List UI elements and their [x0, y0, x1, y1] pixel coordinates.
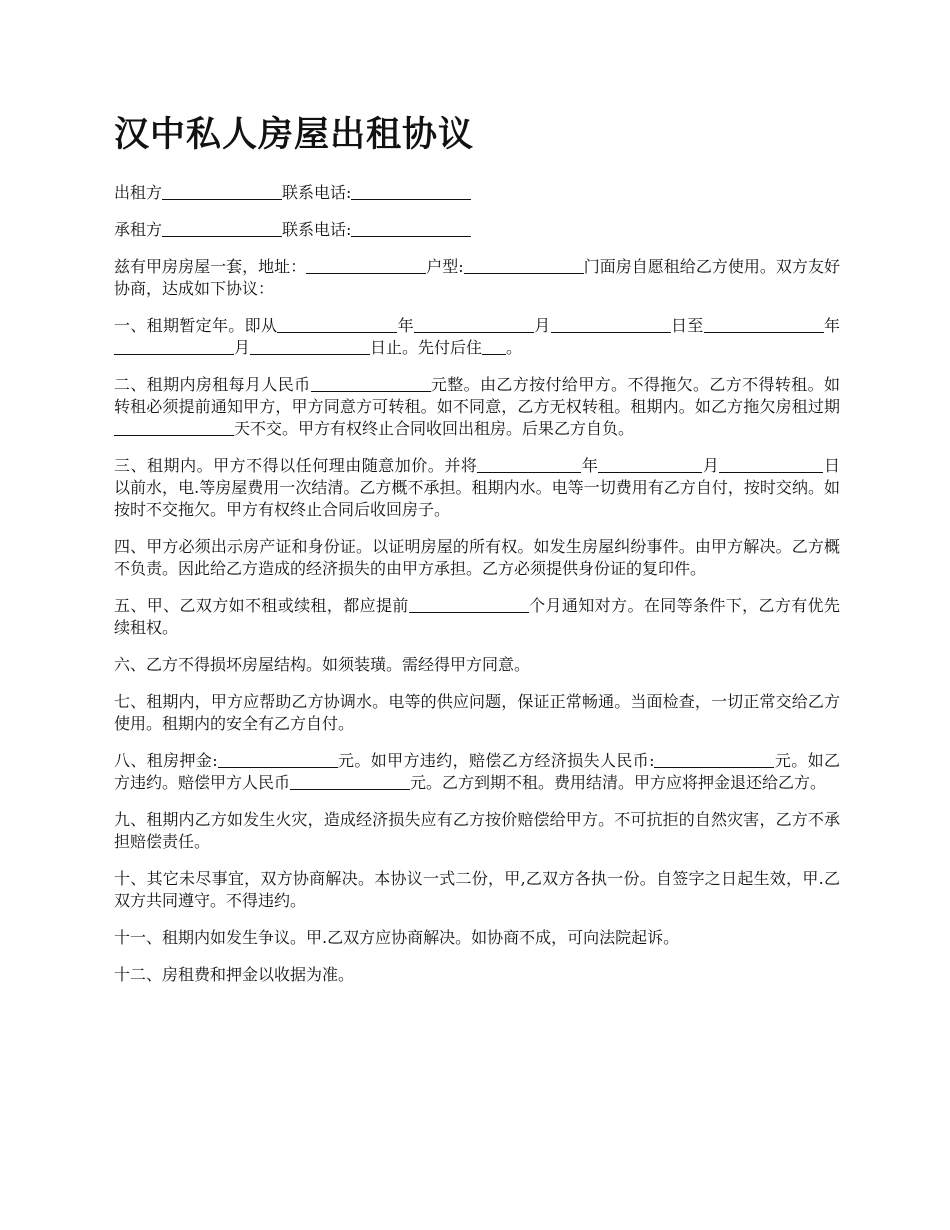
fill-in-blank: [290, 773, 410, 790]
clause-text: 年: [581, 456, 599, 475]
clause-paragraph: [114, 182, 840, 204]
clause-text: 承租方: [114, 220, 163, 239]
fill-in-blank: [162, 183, 282, 200]
clause-text: 七、租期内，甲方应帮助乙方协调水。电等的供应问题，保证正常畅通。当面检查，一切正常交给乙方使用。租期内的安全有乙方自付。: [114, 692, 840, 733]
fill-in-blank: [311, 375, 431, 392]
clause-text: 元。如乙方违约。赔偿甲方人民币: [114, 751, 840, 792]
fill-in-blank: [551, 316, 671, 333]
clause-text: 十二、房租费和押金以收据为准。: [114, 965, 355, 984]
fill-in-blank: [250, 338, 370, 355]
clause-text: 六、乙方不得损坏房屋结构。如须装璜。需经得甲方同意。: [114, 655, 531, 674]
clause-text: 元。如甲方违约，赔偿乙方经济损失人民币:: [337, 751, 655, 770]
clause-paragraph: [114, 964, 840, 986]
document-body: [114, 182, 840, 986]
fill-in-blank: [277, 316, 397, 333]
fill-in-blank: [414, 316, 534, 333]
clause-paragraph: [114, 927, 840, 949]
fill-in-blank: [719, 456, 823, 473]
clause-text: 十、其它未尽事宜，双方协商解决。本协议一式二份，甲,乙双方各执一份。自签字之日起生效，甲.乙双方共同遵守。不得违约。: [114, 869, 840, 910]
fill-in-blank: [351, 183, 471, 200]
fill-in-blank: [482, 338, 506, 355]
clause-paragraph: [114, 691, 840, 735]
clause-text: 月: [702, 456, 720, 475]
fill-in-blank: [477, 456, 581, 473]
fill-in-blank: [114, 419, 234, 436]
clause-text: 日以前水，电.等房屋费用一次结清。乙方概不承担。租期内水。电等一切费用有乙方自付，按时交纳。如按时不交拖欠。甲方有权终止合同后收回房子。: [114, 456, 840, 519]
fill-in-blank: [464, 257, 584, 274]
fill-in-blank: [409, 596, 529, 613]
clause-text: 一、租期暂定年。即从: [114, 316, 278, 335]
fill-in-blank: [654, 751, 774, 768]
clause-text: 联系电话:: [282, 220, 352, 239]
fill-in-blank: [351, 220, 471, 237]
fill-in-blank: [704, 316, 824, 333]
clause-paragraph: [114, 654, 840, 676]
clause-text: 兹有甲房房屋一套，地址：: [114, 257, 307, 276]
clause-text: 年: [397, 316, 414, 335]
clause-paragraph: [114, 256, 840, 300]
fill-in-blank: [218, 751, 338, 768]
clause-paragraph: [114, 595, 840, 639]
clause-paragraph: [114, 374, 840, 440]
clause-text: 月: [234, 338, 251, 357]
clause-text: 二、租期内房租每月人民币: [114, 375, 311, 394]
clause-text: 三、租期内。甲方不得以任何理由随意加价。并将: [114, 456, 478, 475]
clause-paragraph: [114, 536, 840, 580]
clause-text: 户型:: [426, 257, 464, 276]
clause-text: 元整。由乙方按付给甲方。不得拖欠。乙方不得转租。如转租必须提前通知甲方，甲方同意方可转租。如不同意，乙方无权转租。租期内。如乙方拖欠房租过期: [114, 375, 840, 416]
clause-text: 出租方: [114, 183, 163, 202]
clause-text: 月: [533, 316, 551, 335]
clause-text: 日止。先付后住: [370, 338, 483, 357]
clause-text: 九、租期内乙方如发生火灾，造成经济损失应有乙方按价赔偿给甲方。不可抗拒的自然灾害，乙方不承担赔偿责任。: [114, 810, 840, 851]
clause-text: 元。乙方到期不租。费用结清。甲方应将押金退还给乙方。: [410, 773, 827, 792]
document-title: 汉中私人房屋出租协议: [114, 114, 475, 155]
clause-text: 五、甲、乙双方如不租或续租，都应提前: [114, 596, 409, 615]
clause-text: 门面房自愿租给乙方使用。双方友好协商，达成如下协议：: [114, 257, 840, 298]
clause-text: 联系电话:: [282, 183, 352, 202]
clause-text: 年: [823, 316, 840, 335]
clause-text: 个月通知对方。在同等条件下，乙方有优先续租权。: [114, 596, 840, 637]
clause-paragraph: [114, 868, 840, 912]
clause-text: 十一、租期内如发生争议。甲.乙双方应协商解决。如协商不成，可向法院起诉。: [114, 928, 680, 947]
clause-text: 四、甲方必须出示房产证和身份证。以证明房屋的所有权。如发生房屋纠纷事件。由甲方解决。乙方概不负责。因此给乙方造成的经济损失的由甲方承担。乙方必须提供身份证的复印件。: [114, 537, 840, 578]
clause-paragraph: [114, 750, 840, 794]
clause-paragraph: [114, 455, 840, 521]
clause-paragraph: [114, 219, 840, 241]
clause-paragraph: [114, 315, 840, 359]
clause-text: 八、租房押金:: [114, 751, 218, 770]
clause-paragraph: [114, 809, 840, 853]
clause-text: 日至: [670, 316, 704, 335]
fill-in-blank: [306, 257, 426, 274]
clause-text: 。: [506, 338, 523, 357]
fill-in-blank: [162, 220, 282, 237]
clause-text: 天不交。甲方有权终止合同收回出租房。后果乙方自负。: [234, 419, 635, 438]
fill-in-blank: [114, 338, 234, 355]
fill-in-blank: [598, 456, 702, 473]
